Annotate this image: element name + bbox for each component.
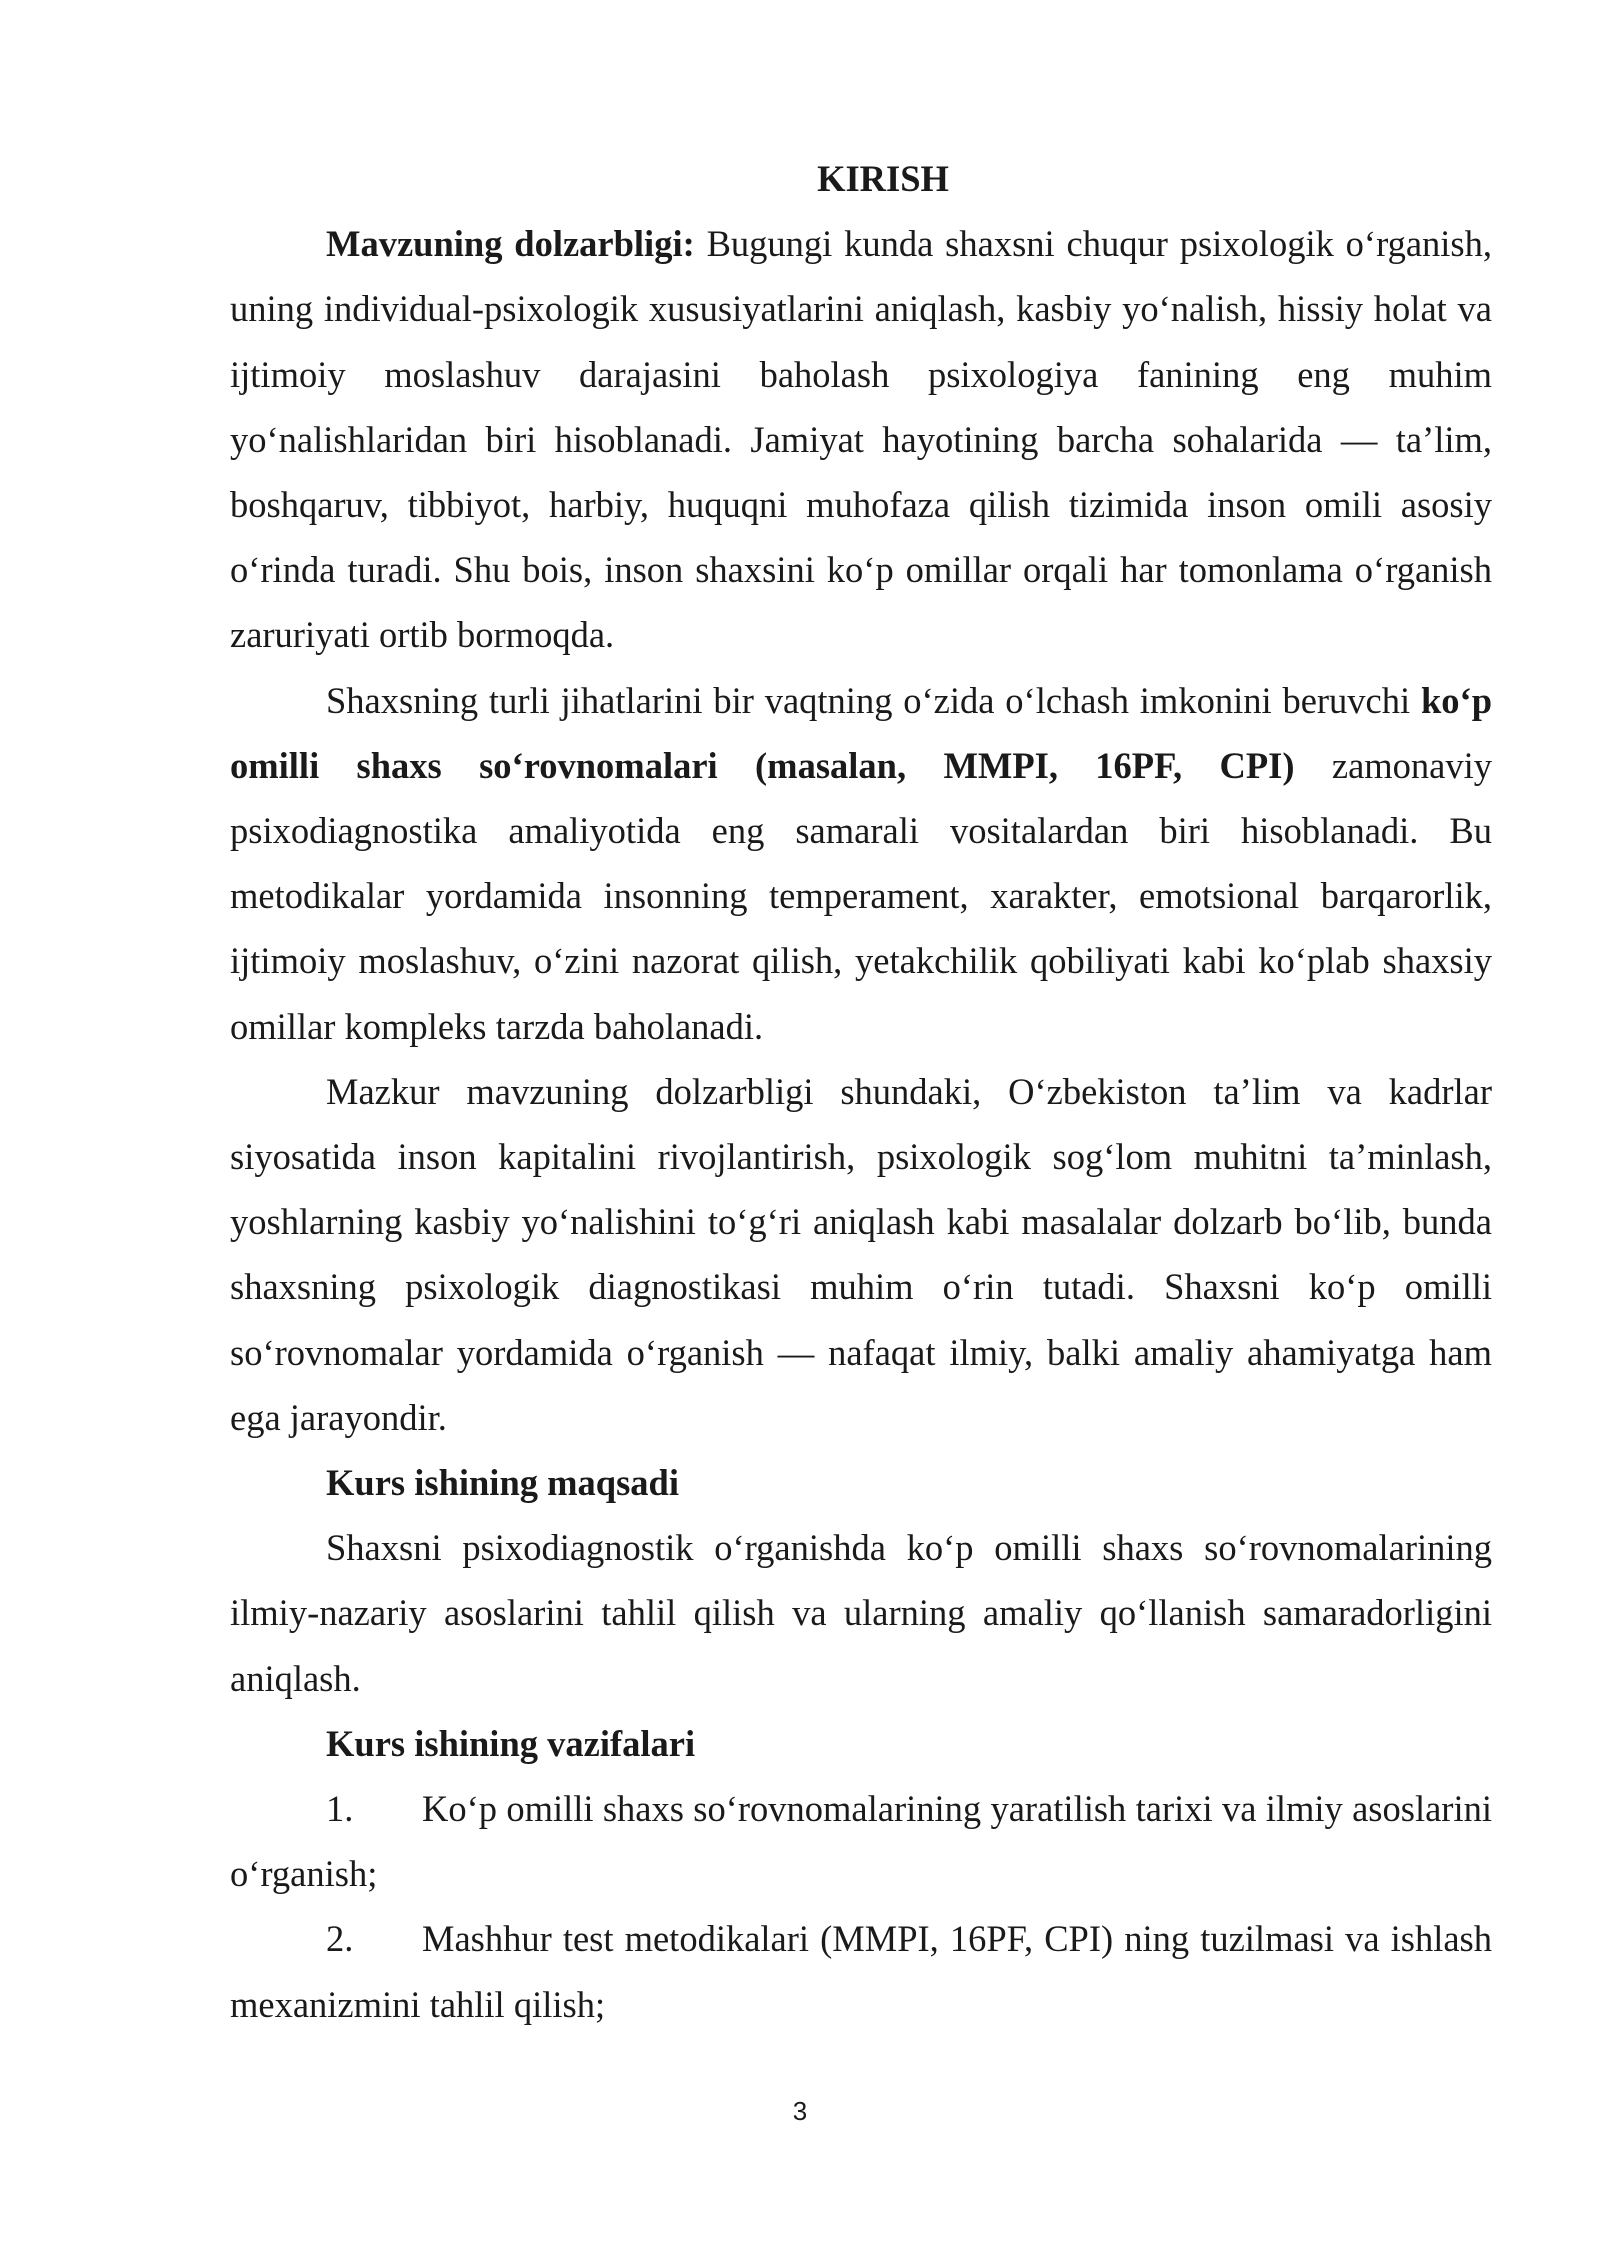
questionnaires-bold-term: ko‘p omilli shaxs so‘rovnomalari (masalan, MMPI, 16PF, CPI) [230,679,1492,786]
relevance-paragraph [230,211,1492,667]
task-number: 2. [326,1918,354,1960]
task-number: 1. [326,1788,354,1830]
page-number: 3 [792,2096,808,2126]
task-list-item [230,1906,1492,2036]
importance-paragraph: Mazkur mavzuning dolzarbligi shundaki, O‘zbekiston ta’lim va kadrlar siyosatida inson kapitalini rivojlantirish, psixologik sog‘lom muhitni ta’minlash, yoshlarning kasbiy yo‘nalishini to‘g‘ri aniqlash kabi masalalar dolzarb bo‘lib, bunda shaxsning psixologik diagnostikasi muhim o‘rin tutadi. Shaxsni ko‘p omilli so‘rovnomalar yordamida o‘rganish — nafaqat ilmiy, balki amaliy ahamiyatga ham ega jarayondir. [230,1070,1492,1438]
questionnaires-text-before: Shaxsning turli jihatlarini bir vaqtning o‘zida o‘lchash imkonini beruvchi [326,679,1421,721]
goal-heading: Kurs ishining maqsadi [326,1462,679,1504]
tasks-heading: Kurs ishining vazifalari [326,1722,696,1764]
section-heading: KIRISH [817,158,949,199]
document-page [230,146,1492,2037]
task-list-item [230,1776,1492,1906]
task-text: Mashhur test metodikalari (MMPI, 16PF, CPI) ning tuzilmasi va ishlash mexanizmini tahlil qilish; [230,1918,1492,2025]
relevance-text: Bugungi kunda shaxsni chuqur psixologik o‘rganish, uning individual-psixologik xususiyatlarini aniqlash, kasbiy yo‘nalish, hissiy holat va ijtimoiy moslashuv darajasini baholash psixologiya fanining eng muhim yo‘nalishlaridan biri hisoblanadi. Jamiyat hayotining barcha sohalarida — ta’lim, boshqaruv, tibbiyot, harbiy, huquqni muhofaza qilish tizimida inson omili asosiy o‘rinda turadi. Shu bois, inson shaxsini ko‘p omillar orqali har tomonlama o‘rganish zaruriyati ortib bormoqda. [230,223,1492,656]
questionnaires-text-after: zamonaviy psixodiagnostika amaliyotida eng samarali vositalardan biri hisoblanadi. Bu metodikalar yordamida insonning temperament, xarakter, emotsional barqarorlik, ijtimoiy moslashuv, o‘zini nazorat qilish, yetakchilik qobiliyati kabi ko‘plab shaxsiy omillar kompleks tarzda baholanadi. [230,744,1493,1047]
relevance-label: Mavzuning dolzarbligi: [326,223,695,265]
task-text: Ko‘p omilli shaxs so‘rovnomalarining yaratilish tarixi va ilmiy asoslarini o‘rganish; [230,1788,1492,1895]
questionnaires-paragraph [230,668,1492,1059]
goal-paragraph: Shaxsni psixodiagnostik o‘rganishda ko‘p omilli shaxs so‘rovnomalarining ilmiy-nazariy asoslarini tahlil qilish va ularning amaliy qo‘llanish samaradorligini aniqlash. [230,1527,1492,1699]
